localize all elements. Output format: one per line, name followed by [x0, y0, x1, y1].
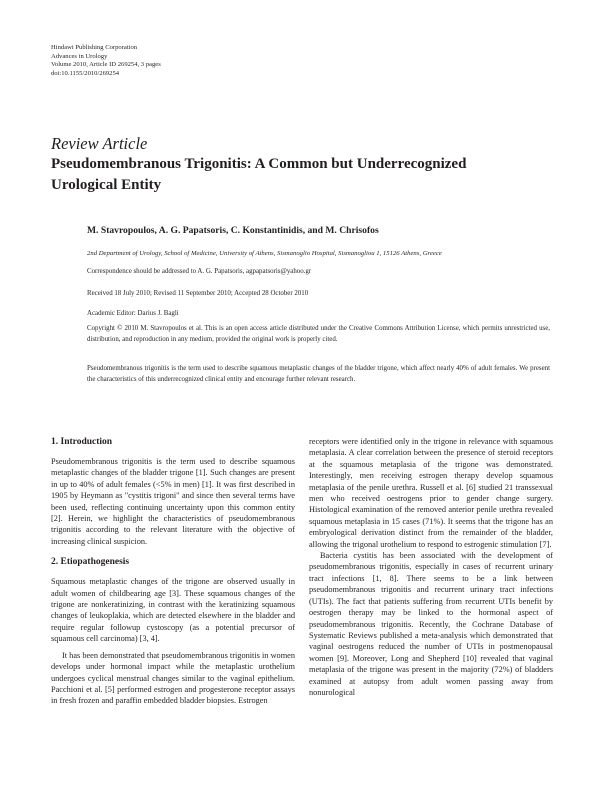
left-column [51, 436, 295, 707]
received-dates: Received 18 July 2010; Revised 11 September 2010; Accepted 28 October 2010 [87, 290, 309, 297]
title-line-1: Pseudomembranous Trigonitis: A Common but Underrecognized [51, 156, 467, 172]
authors: M. Stavropoulos, A. G. Papatsoris, C. Konstantinidis, and M. Chrisofos [87, 225, 379, 236]
etiopathogenesis-paragraph-1: Squamous metaplastic changes of the trigone are observed usually in adult women of childbearing age [3]. These squamous changes of the trigone are nonkeratinizing, in contrast with the keratinizing squamous changes of leukoplakia, which are detected elsewhere in the bladder and require regular followup cystoscopy (as a potential precursor of squamous cell carcinoma) [3, 4]. [51, 577, 295, 644]
copyright-notice: Copyright © 2010 M. Stavropoulos et al. This is an open access article distributed under the Creative Commons Attribution License, which permits unrestricted use, distribution, and reproduction in any medium, provided the original work is properly cited. [87, 325, 550, 343]
volume-info: Volume 2010, Article ID 269254, 3 pages [51, 61, 161, 69]
doi: doi:10.1155/2010/269254 [51, 69, 120, 77]
article-type: Review Article [51, 134, 148, 153]
etiopathogenesis-paragraph-4: Bacteria cystitis has been associated with the development of pseudomembranous trigonitis, especially in cases of recurrent urinary tract infections [1, 8]. There seems to be a link between pseudomembranous trigonitis and recurrent urinary tract infections (UTIs). The fact that patients suffering from recurrent UTIs benefit by oestrogen therapy may be linked to the hormonal aspect of pseudomembranous trigonitis. Recently, the Cochrane Database of Systematic Reviews published a meta-analysis which demonstrated that vaginal oestrogens reduced the number of UTIs in postmenopausal women [9]. Moreover, Long and Shepherd [10] revealed that vaginal metaplasia of the trigone was present in the majority (72%) of bladders examined at autopsy from adult women passing away from nonurological [309, 551, 553, 697]
publisher: Hindawi Publishing Corporation [51, 44, 138, 51]
etiopathogenesis-paragraph-2: It has been demonstrated that pseudomembranous trigonitis in women develops under hormonal impact while the metaplastic urothelium undergoes cyclical menstrual changes similar to the vaginal epithelium. Pacchioni et al. [5] performed estrogen and progesterone receptor assays in fresh frozen and paraffin embedded bladder biopsies. Estrogen [51, 650, 295, 706]
title-line-2: Urological Entity [51, 177, 162, 193]
right-column [309, 436, 553, 698]
correspondence: Correspondence should be addressed to A. G. Papatsoris, agpapatsoris@yahoo.gr [87, 268, 312, 275]
journal-metadata [51, 44, 161, 78]
abstract: Pseudomembranous trigonitis is the term used to describe squamous metaplastic changes of the bladder trigone, which affect nearly 40% of adult females. We present the characteristics of this underrecognized clinical entity and encourage further relevant research. [87, 365, 550, 383]
article-title [51, 154, 571, 196]
journal-name: Advances in Urology [51, 52, 108, 60]
introduction-paragraph: Pseudomembranous trigonitis is the term used to describe squamous metaplastic changes of the bladder trigone [1]. Such changes are present in up to 40% of adult females (<5% in men) [1]. It was first described in 1905 by Heymann as "cystitis trigoni" and since then several terms have been used, reflecting continuing uncertainty upon this common entity [2]. Herein, we highlight the characteristics of pseudomembranous trigonitis according to the relevant literature with the objective of increasing clinical suspicion. [51, 457, 295, 546]
academic-editor: Academic Editor: Darius J. Bagli [87, 310, 179, 317]
section-heading-introduction: 1. Introduction [51, 437, 113, 447]
affiliation: 2nd Department of Urology, School of Medicine, University of Athens, Sismanoglio Hospital, Sismanogliou 1, 15126 Athens, Greece [87, 250, 442, 257]
section-heading-etiopathogenesis: 2. Etiopathogenesis [51, 557, 130, 568]
etiopathogenesis-paragraph-3: receptors were identified only in the trigone in relevance with squamous metaplasia. A clear correlation between the presence of steroid receptors at the squamous metaplasia of the trigone was demonstrated. Interestingly, men receiving estrogen therapy develop squamous metaplasia of the penile urethra. Russell et al. [6] studied 21 transsexual men who received oestrogens prior to gender change surgery. Histological examination of the removed anterior penile urethra revealed squamous metaplasia in 15 cases (71%). It seems that the trigone has an embryological derivation distinct from the remainder of the bladder, allowing the trigonal urothelium to respond to estrogenic stimulation [7]. [309, 437, 553, 549]
